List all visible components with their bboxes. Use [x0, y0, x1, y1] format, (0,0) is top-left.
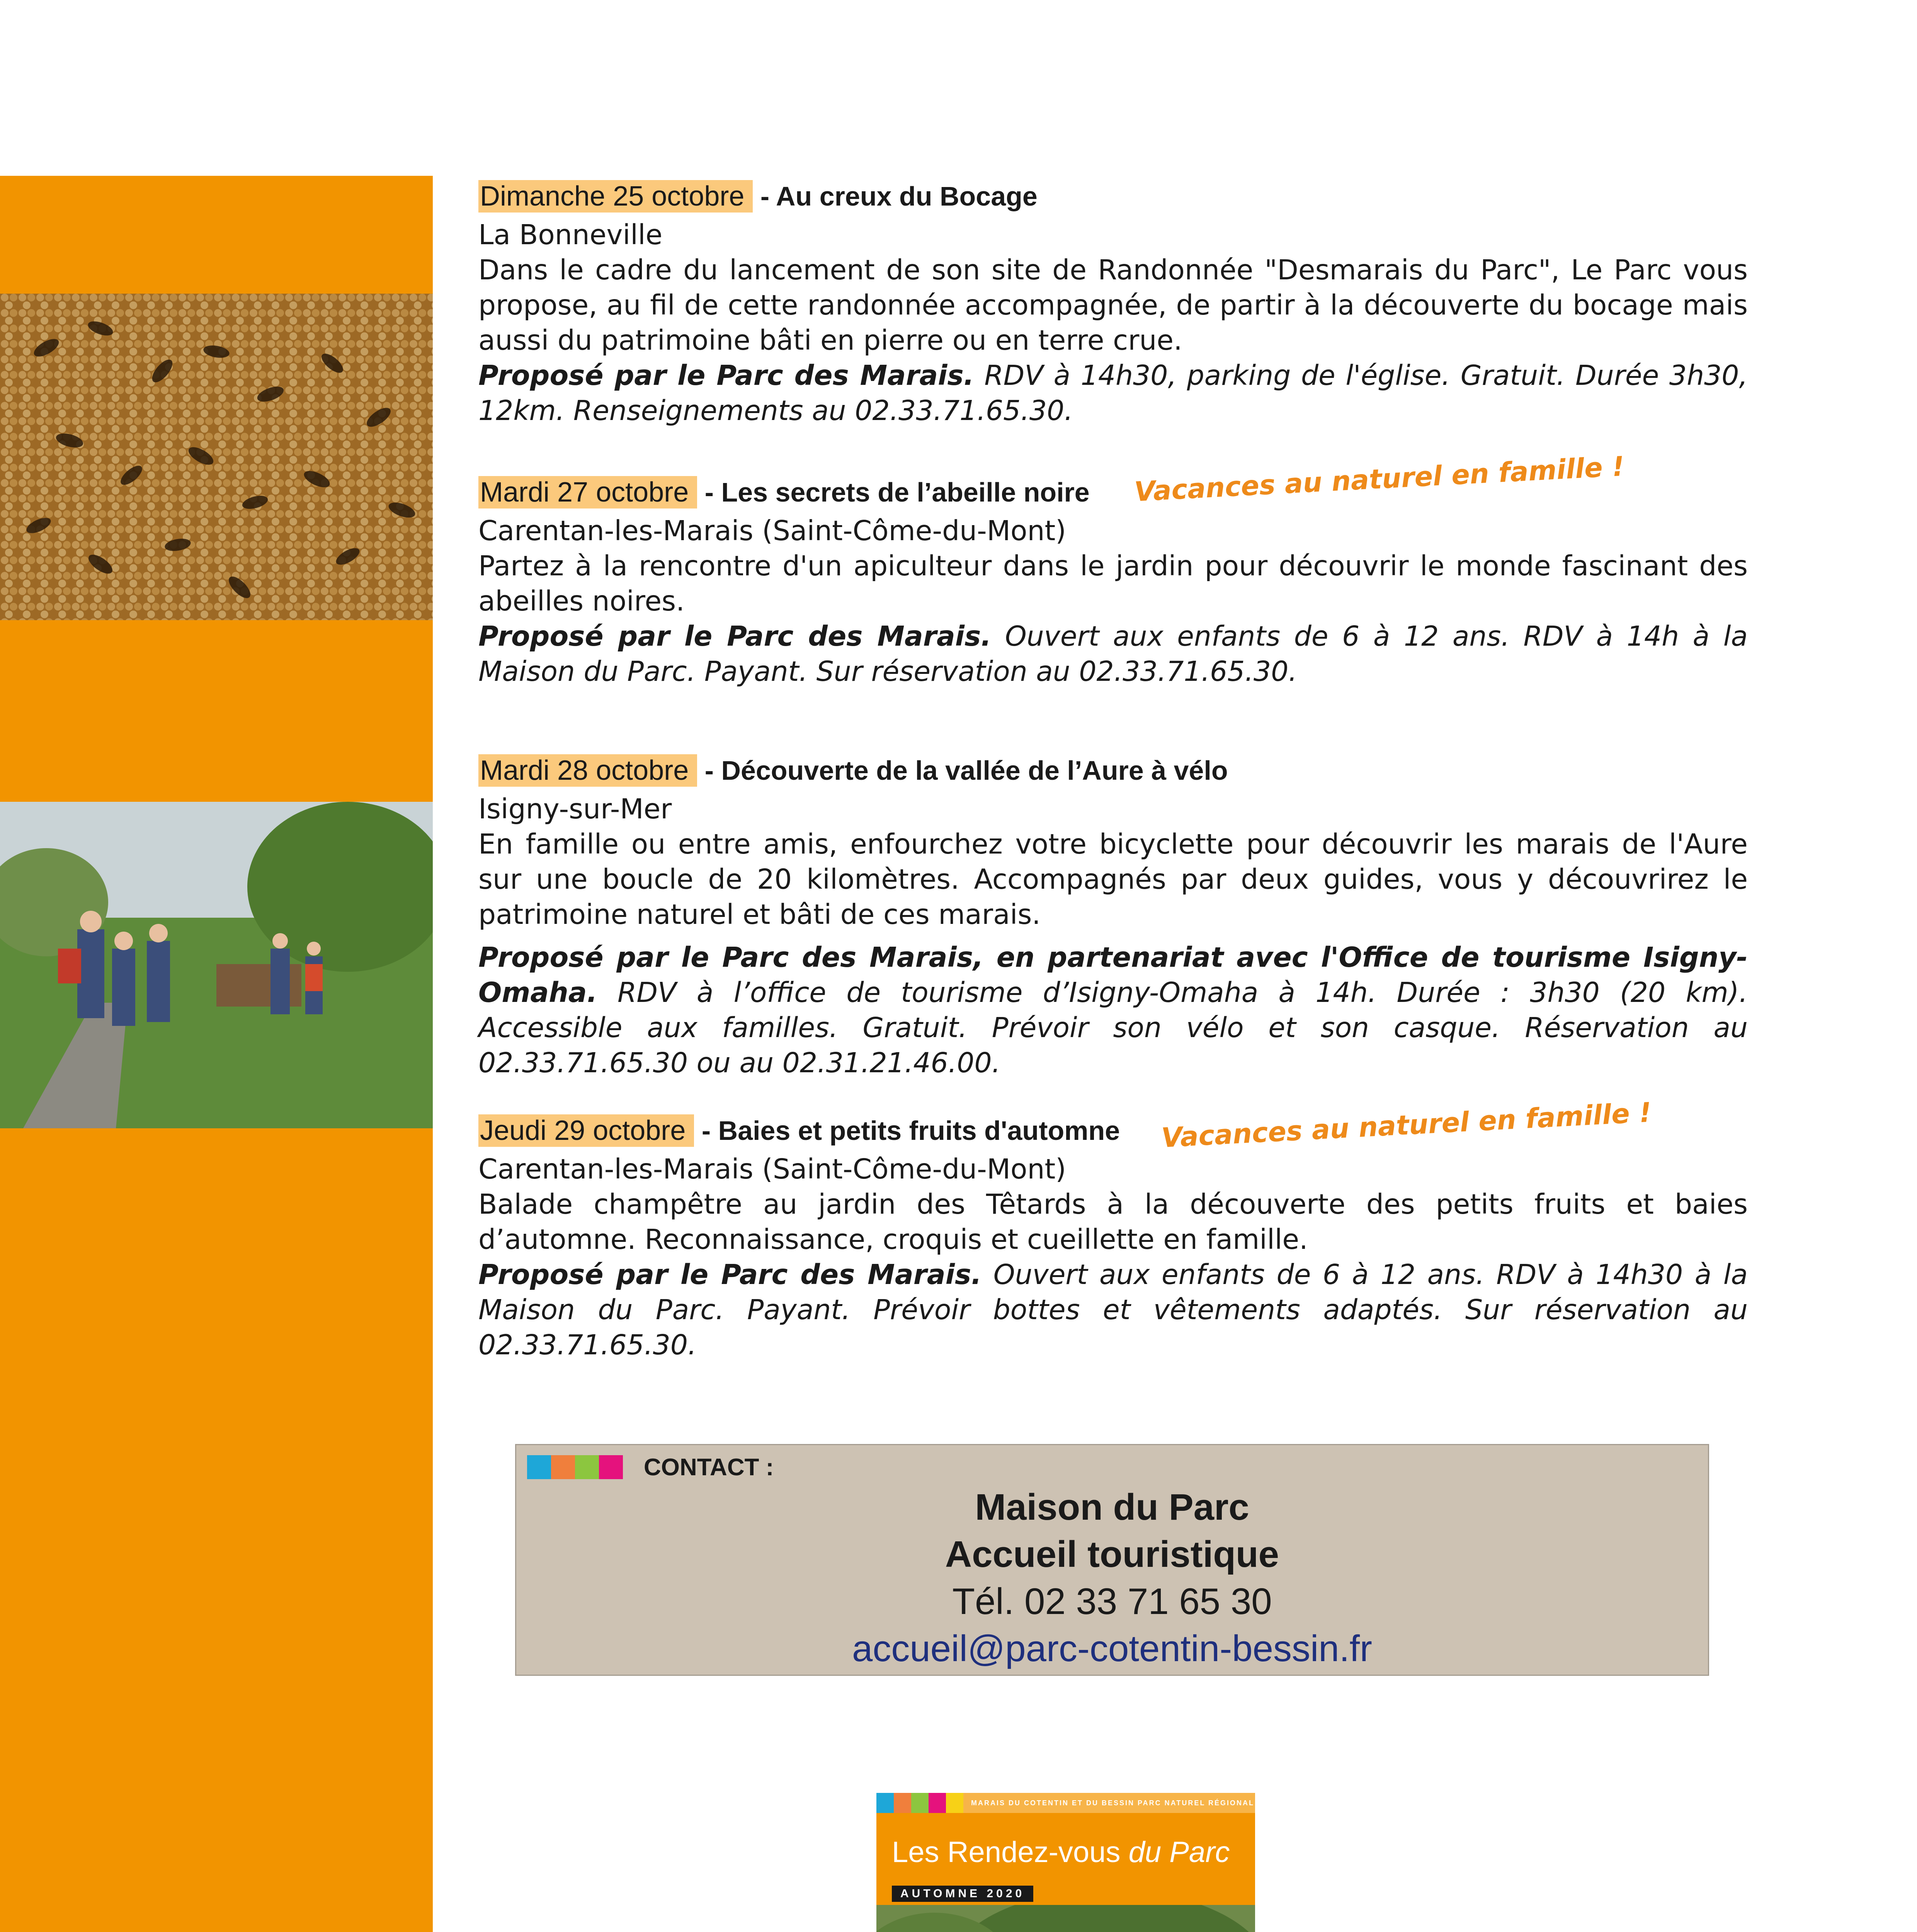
event-organizer: Proposé par le Parc des Marais. — [478, 359, 974, 391]
brochure-photo — [876, 1905, 1255, 1932]
event-title: - Au creux du Bocage — [753, 181, 1038, 211]
event-location: Carentan-les-Marais (Saint-Côme-du-Mont) — [478, 515, 1066, 547]
event-date: Mardi 27 octobre — [478, 476, 697, 509]
event-heading — [478, 753, 1748, 791]
event-vallee-aure-velo — [478, 753, 1748, 1080]
family-holiday-badge: Vacances au naturel en famille ! — [1133, 450, 1625, 508]
event-details: Proposé par le Parc des Marais. RDV à 14h30, parking de l'église. Gratuit. Durée 3h30, 12km. Renseignements au 02.33.71.65.30. — [478, 359, 1748, 427]
event-location: Carentan-les-Marais (Saint-Côme-du-Mont) — [478, 1153, 1066, 1185]
brochure-title: Les Rendez-vous du Parc — [892, 1836, 1230, 1869]
event-details: Proposé par le Parc des Marais, en partenariat avec l'Office de tourisme Isigny-Omaha. RDV à l’office de tourisme d’Isigny-Omaha à 14h. Durée : 3h30 (20 km). Accessible aux familles. Gratuit. Prévoir son vélo et son casque. Réservation au 02.33.71.65.30 ou au 02.31.21.46.00. — [478, 941, 1748, 1079]
event-description: Dans le cadre du lancement de son site de Randonnée "Desmarais du Parc", Le Parc vous propose, au fil de cette randonnée accompagnée, de partir à la découverte du bocage mais aussi du patrimoine bâti en pierre ou en terre crue. — [478, 254, 1748, 356]
event-baies-petits-fruits — [478, 1096, 1748, 1362]
contact-service: Accueil touristique — [945, 1534, 1279, 1575]
brochure-cover — [876, 1793, 1255, 1932]
event-location: La Bonneville — [478, 219, 663, 251]
brochure-color-block — [929, 1793, 946, 1813]
color-square — [575, 1455, 599, 1479]
event-secrets-abeille-noire — [478, 450, 1748, 689]
event-details: Proposé par le Parc des Marais. Ouvert aux enfants de 6 à 12 ans. RDV à 14h30 à la Maison du Parc. Payant. Prévoir bottes et vêtements adaptés. Sur réservation au 02.33.71.65.30. — [478, 1259, 1748, 1361]
contact-label: CONTACT : — [644, 1454, 774, 1481]
event-description: Partez à la rencontre d'un apiculteur dans le jardin pour découvrir le monde fascinant des abeilles noires. — [478, 550, 1748, 617]
event-heading — [478, 1096, 1748, 1154]
brochure-color-block — [894, 1793, 911, 1813]
event-organizer: Proposé par le Parc des Marais. — [478, 1259, 982, 1291]
event-description: En famille ou entre amis, enfourchez votre bicyclette pour découvrir les marais de l'Aure sur une boucle de 20 kilomètres. Accompagnés par deux guides, vous y découvrirez le patrimoine naturel et bâti de ces marais. — [478, 828, 1748, 930]
brochure-color-block — [911, 1793, 929, 1813]
event-title: - Découverte de la vallée de l’Aure à vélo — [697, 755, 1228, 786]
family-holiday-badge: Vacances au naturel en famille ! — [1160, 1096, 1652, 1154]
contact-phone: Tél. 02 33 71 65 30 — [952, 1581, 1272, 1622]
event-location: Isigny-sur-Mer — [478, 793, 672, 825]
contact-email-link[interactable]: accueil@parc-cotentin-bessin.fr — [852, 1628, 1372, 1669]
event-description: Balade champêtre au jardin des Têtards à la découverte des petits fruits et baies d’automne. Reconnaissance, croquis et cueillette en famille. — [478, 1188, 1748, 1255]
event-date: Jeudi 29 octobre — [478, 1114, 694, 1147]
event-date: Mardi 28 octobre — [478, 754, 697, 787]
event-au-creux-du-bocage — [478, 179, 1748, 428]
color-square — [551, 1455, 575, 1479]
contact-name: Maison du Parc — [975, 1486, 1249, 1528]
brochure-title-italic: du Parc — [1128, 1836, 1230, 1869]
event-details: Proposé par le Parc des Marais. Ouvert aux enfants de 6 à 12 ans. RDV à 14h à la Maison du Parc. Payant. Sur réservation au 02.33.71.65.30. — [478, 620, 1748, 687]
brochure-season: AUTOMNE 2020 — [892, 1886, 1033, 1902]
event-heading — [478, 179, 1748, 217]
brochure-color-block — [876, 1793, 894, 1813]
color-squares — [527, 1455, 623, 1479]
event-title: - Les secrets de l’abeille noire — [697, 477, 1090, 507]
group-walk-photo — [0, 802, 433, 1128]
honeycomb-bees-photo — [0, 294, 433, 620]
event-organizer: Proposé par le Parc des Marais, en partenariat avec l'Office de tourisme Isigny-Omaha. — [478, 941, 1748, 1009]
color-square — [599, 1455, 623, 1479]
event-title: - Baies et petits fruits d'automne — [694, 1116, 1120, 1146]
event-heading — [478, 450, 1748, 513]
brochure-color-block — [946, 1793, 963, 1813]
color-square — [527, 1455, 551, 1479]
brochure-header-bar — [876, 1793, 1255, 1813]
brochure-header-text: MARAIS DU COTENTIN ET DU BESSIN PARC NATUREL RÉGIONAL — [963, 1793, 1255, 1813]
contact-box — [515, 1444, 1709, 1676]
event-organizer: Proposé par le Parc des Marais. — [478, 620, 992, 652]
event-date: Dimanche 25 octobre — [478, 180, 753, 213]
